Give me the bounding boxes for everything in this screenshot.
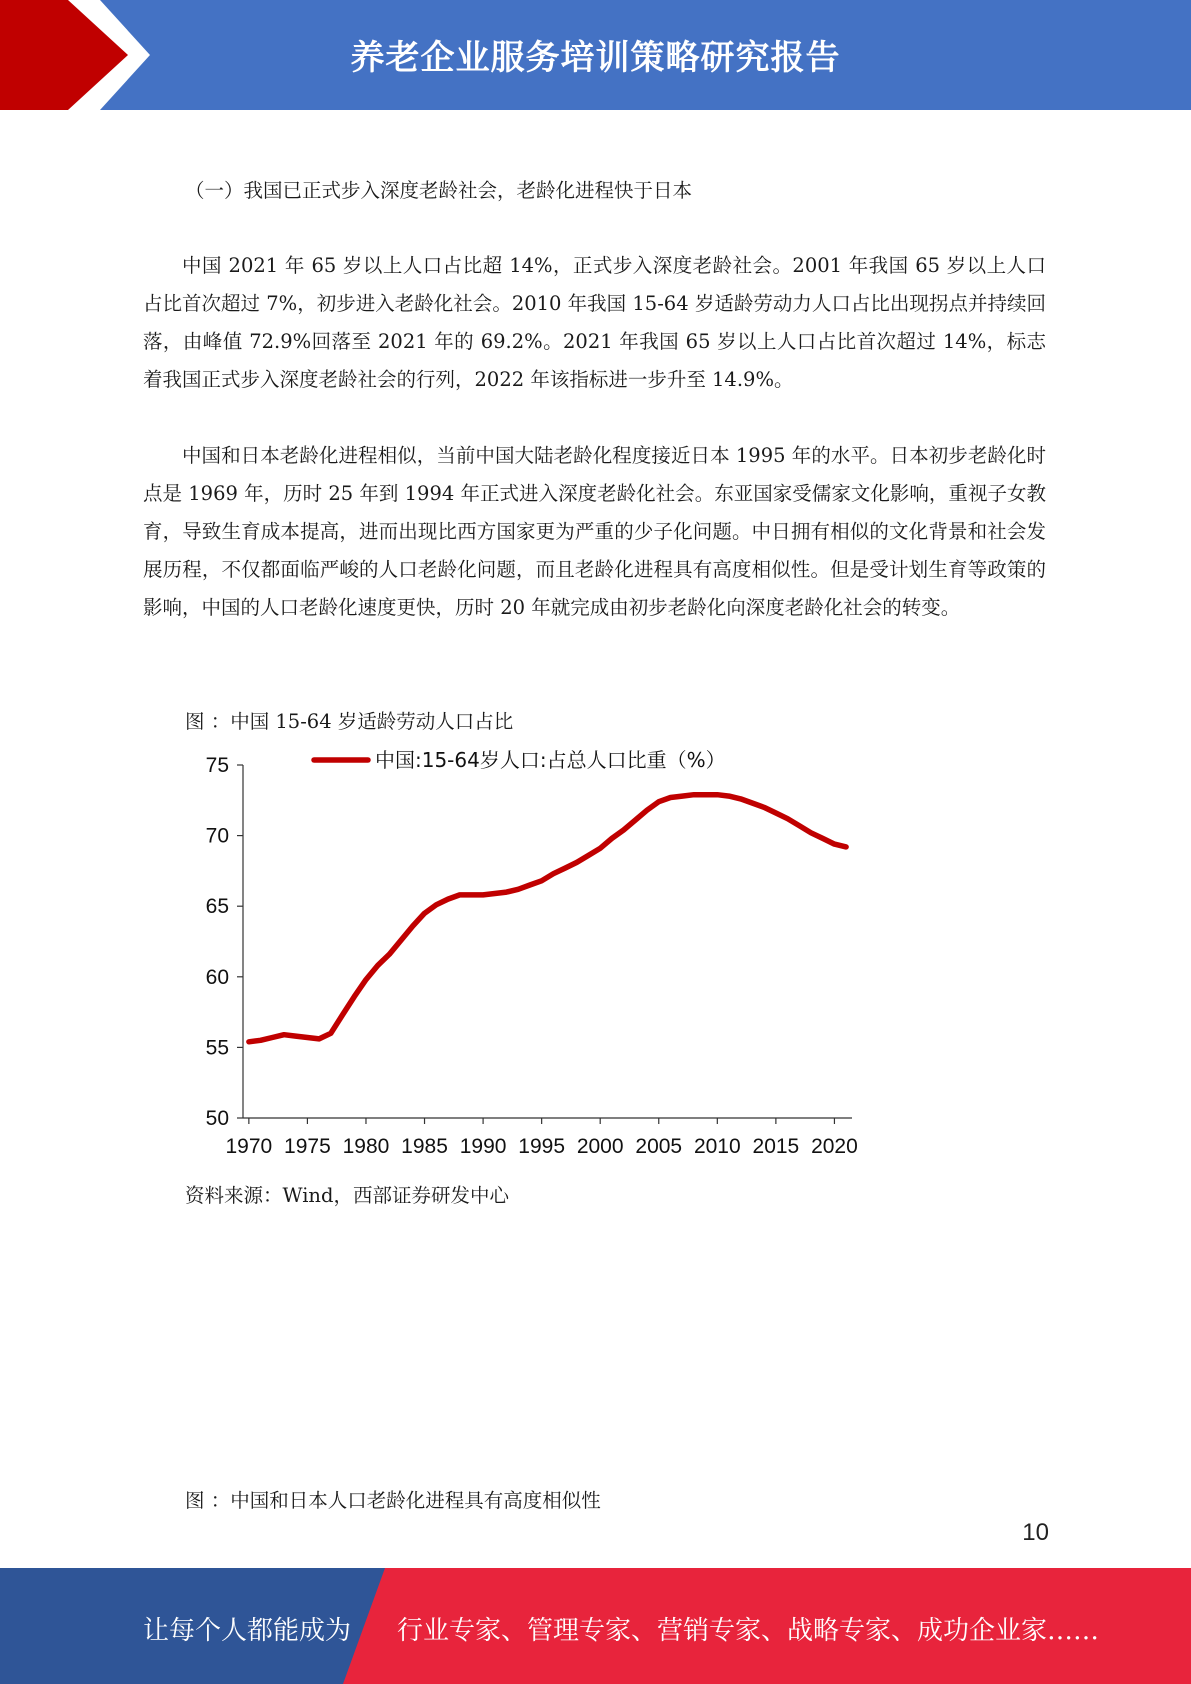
x-tick-label: 2010 bbox=[693, 1135, 741, 1158]
paragraph-1: 中国 2021 年 65 岁以上人口占比超 14%，正式步入深度老龄社会。2001 年我国 65 岁以上人口占比首次超过 7%，初步进入老龄化社会。2010 年我国 15-64 岁适龄劳动力人口占比出现拐点并持续回落，由峰值 72.9%回落至 2021 年的 69.2%。2021 年我国 65 岁以上人口占比首次超过 14%，标志着我国正式步入深度老龄社会的行列，2022 年该指标进一步升至 14.9%。 bbox=[143, 254, 1046, 391]
x-tick-label: 2020 bbox=[811, 1135, 858, 1158]
y-tick-label: 75 bbox=[205, 754, 229, 777]
footer-roles: 行业专家、管理专家、营销专家、战略专家、成功企业家…… bbox=[397, 1616, 1100, 1646]
x-tick-label: 2000 bbox=[576, 1135, 624, 1158]
report-title: 养老企业服务培训策略研究报告 bbox=[350, 38, 841, 78]
x-tick-label: 2015 bbox=[752, 1135, 800, 1158]
header-bar bbox=[0, 0, 1191, 110]
figure-caption-2: 图 ：中国和日本人口老龄化进程具有高度相似性 bbox=[185, 1489, 601, 1512]
x-tick-label: 1990 bbox=[459, 1135, 507, 1158]
page-number: 10 bbox=[1022, 1519, 1049, 1546]
x-tick-label: 1970 bbox=[225, 1135, 273, 1158]
y-tick-label: 50 bbox=[205, 1107, 229, 1130]
x-tick-label: 1975 bbox=[284, 1135, 331, 1158]
section-heading: （一）我国已正式步入深度老龄社会，老龄化进程快于日本 bbox=[185, 179, 693, 202]
figure-source: 资料来源：Wind，西部证券研发中心 bbox=[185, 1184, 509, 1207]
x-tick-label: 1985 bbox=[401, 1135, 448, 1158]
x-tick-label: 1995 bbox=[518, 1135, 566, 1158]
legend-label: 中国:15-64岁人口:占总人口比重（%） bbox=[375, 748, 726, 772]
x-tick-label: 2005 bbox=[635, 1135, 683, 1158]
y-tick-label: 65 bbox=[205, 895, 229, 919]
labor-population-line-chart bbox=[170, 730, 870, 1170]
x-tick-label: 1980 bbox=[342, 1135, 390, 1158]
y-tick-label: 60 bbox=[205, 965, 229, 989]
y-tick-label: 70 bbox=[205, 824, 229, 848]
paragraph-2: 中国和日本老龄化进程相似，当前中国大陆老龄化程度接近日本 1995 年的水平。日本初步老龄化时点是 1969 年，历时 25 年到 1994 年正式进入深度老龄化社会。东亚国家受儒家文化影响，重视子女教育，导致生育成本提高，进而出现比西方国家更为严重的少子化问题。中日拥有相似的文化背景和社会发展历程，不仅都面临严峻的人口老龄化问题，而且老龄化进程具有高度相似性。但是受计划生育等政策的影响，中国的人口老龄化速度更快，历时 20 年就完成由初步老龄化向深度老龄化社会的转变。 bbox=[143, 444, 1046, 619]
y-tick-label: 55 bbox=[205, 1036, 229, 1060]
figure-caption-1: 图 ：中国 15-64 岁适龄劳动人口占比 bbox=[185, 710, 514, 733]
footer-slogan: 让每个人都能成为 bbox=[143, 1616, 352, 1646]
series-line-china-15-64 bbox=[249, 795, 846, 1042]
